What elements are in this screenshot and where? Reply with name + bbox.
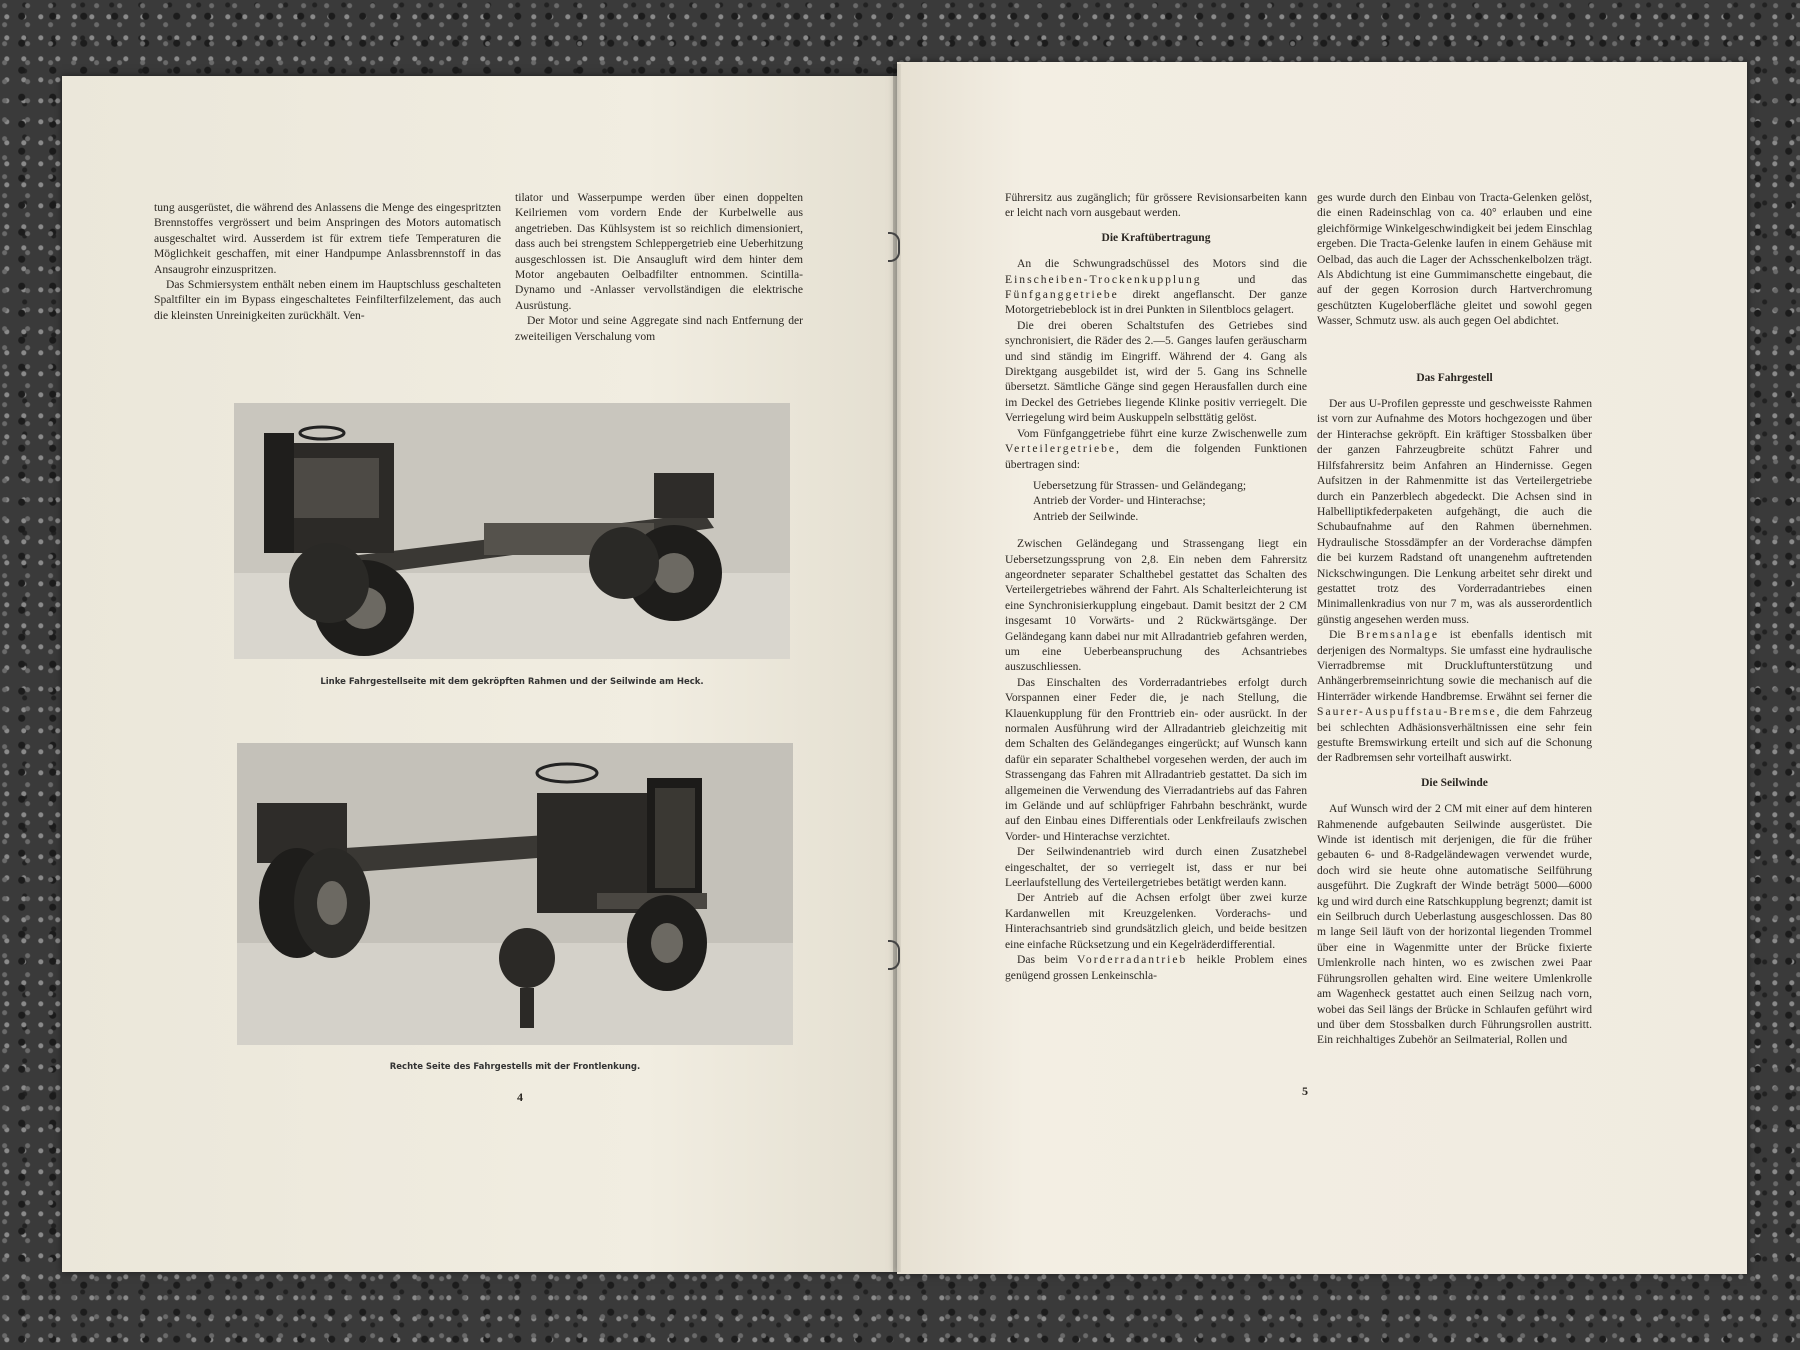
- text-run: Das beim: [1017, 953, 1078, 967]
- paragraph: Der Motor und seine Aggregate sind nach Entfernung der zweiteiligen Verschalung vom: [515, 314, 803, 343]
- list-item: Uebersetzung für Strassen- und Geländegang;: [1033, 478, 1247, 492]
- paragraph: [1005, 256, 1307, 318]
- left-page-column-2: [515, 190, 803, 344]
- text-run: direkt angeflanscht. Der ganze Motorgetriebeblock ist in drei Punkten in Silentblocs gelagert.: [1005, 288, 1307, 317]
- paragraph: tung ausgerüstet, die während des Anlassens die Menge des eingespritzten Brennstoffes vergrössert und beim Anspringen des Motors automatisch ausgeschaltet wird. Ausserdem ist für extrem tiefe Temperaturen die Möglichkeit geschaffen, mit einer Handpumpe Anlassbrennstoff in das Ansaugrohr einzuspritzen.: [154, 201, 501, 276]
- paragraph: Auf Wunsch wird der 2 CM mit einer auf dem hinteren Rahmenende aufgebauten Seilwinde ausgerüstet. Die Winde ist identisch mit derjenigen, die für die früher gebauten 6- und 8-Radgeländewagen verwendet wurde, doch wird sie heute ohne automatische Seilführung ausgeführt. Die Zugkraft der Winde beträgt 5000—6000 kg und wird durch eine Ratschkupplung begrenzt; damit ist ein Seilbruch durch Ueberlastung ausgeschlossen. Das 80 m lange Seil läuft von der horizontal liegenden Trommel über eine in Wagenmitte unter der Brücke fixierte Umlenkrolle nach hinten, wo es zwischen zwei Paar Führungsrollen gehalten wird. Eine weitere Umlenkrolle am Wagenheck gestattet auch einen Seilzug nach vorn, wobei das Seil längs der Brücke in Schlaufen geführt wird und über dem Stossbalken durch Führungsrollen austritt. Ein reichhaltiges Zubehör an Seilmaterial, Rollen und: [1317, 802, 1592, 1047]
- spaced-term: Einscheiben-Trockenkupplung: [1005, 272, 1202, 286]
- text-run: An die Schwungradschüssel des Motors sind die: [1017, 257, 1307, 271]
- spaced-term: Bremsanlage: [1356, 628, 1439, 642]
- function-list: [1005, 478, 1307, 524]
- text-run: Vom Fünfganggetriebe führt eine kurze Zwischenwelle zum: [1017, 426, 1307, 440]
- page-number-right: 5: [1302, 1084, 1308, 1098]
- text-run: ist ebenfalls identisch mit derjenigen des Normaltyps. Sie umfasst eine hydraulische Vierradbremse mit Druckluftunterstützung und Anhängerbremseinrichtung sowie die mechanisch auf die Hinterräder wirkende Handbremse. Erwähnt sei ferner die: [1317, 628, 1592, 703]
- staple-top: [888, 232, 900, 262]
- photo-caption-2: Rechte Seite des Fahrgestells mit der Frontlenkung.: [389, 1062, 641, 1072]
- chassis-right-side-illustration: [237, 743, 793, 1045]
- paragraph: Der Seilwindenantrieb wird durch einen Zusatzhebel eingeschaltet, der so verriegelt ist, dass er nur bei Leerlaufstellung des Verteilergetriebes betätigt werden kann.: [1005, 845, 1307, 890]
- paragraph: ges wurde durch den Einbau von Tracta-Gelenken gelöst, die einen Radeinschlag von ca. 40° erlauben und eine gleichförmige Winkelgeschwindigkeit bei jedem Einschlag ergeben. Die Tracta-Gelenke laufen in einem Gehäuse mit Oelbad, das auch die Lager der Achsschenkelbolzen trägt. Als Abdichtung ist eine Gummimanschette eingebaut, die auf der gegen Korrosion durch Hartverchromung geschützten Kugeloberfläche gleitet und sowohl gegen Wasser, Schmutz usw. als auch gegen Oel abdichtet.: [1317, 191, 1592, 328]
- spaced-term: Fünfganggetriebe: [1005, 288, 1119, 302]
- text-run: , die dem Fahrzeug bei schlechten Adhäsionsverhältnissen eine sehr fein gestufte Bremswirkung erteilt und sich auf die Schonung der Radbremsen sehr vorteilhaft auswirkt.: [1317, 705, 1592, 765]
- paragraph: Das Einschalten des Vorderradantriebes erfolgt durch Vorspannen einer Feder die, je nach Stellung, die Klauenkupplung für den Fronttrieb ein- oder ausrückt. In der normalen Ausführung wird der Allradantrieb gleichzeitig mit dem Schalten des Geländeganges eingerückt; auf Wunsch kann dafür ein separater Schalthebel vorgesehen werden, der auch im Strassengang das Fahren mit Allradantrieb gestattet. Da sich im allgemeinen die Verwendung des Vierradantriebs auf das Fahren im Gelände und auf schlüpfriger Fahrbahn beschränkt, wurde auf den Einbau eines Differentials oder Lenkfreilaufs zwischen Vorder- und Hinterachse verzichtet.: [1005, 675, 1307, 843]
- list-item: Antrieb der Seilwinde.: [1033, 509, 1139, 523]
- spaced-term: Vorderradantrieb: [1077, 953, 1188, 967]
- paragraph: [1317, 627, 1592, 766]
- section-heading-kraftuebertragung: Die Kraftübertragung: [1101, 231, 1211, 244]
- paragraph: Das Schmiersystem enthält neben einem im Hauptschluss geschalteten Spaltfilter ein im Bypass eingeschaltetes Feinfilterfilzelement, das auch die kleinsten Unreinigkeiten zurückhält. Ven-: [154, 278, 501, 322]
- paragraph: Führersitz aus zugänglich; für grössere Revisionsarbeiten kann er leicht nach vorn ausgebaut werden.: [1005, 191, 1307, 220]
- text-run: heikle Problem eines genügend grossen Lenkeinschla-: [1005, 953, 1307, 982]
- paragraph: Zwischen Geländegang und Strassengang liegt ein Uebersetzungssprung von 2,8. Ein neben dem Fahrersitz angeordneter separater Schalthebel gestattet das Schalten des Verteilergetriebes während der Fahrt. Als Schalterleichterung ist eine Synchronisierkupplung eingebaut. Damit besitzt der 2 CM insgesamt 10 Vorwärts- und 2 Rückwärtsgänge. Der Geländegang kann dabei nur mit Allradantrieb gefahren werden, um eine Ueberbeanspruchung des Achsantriebes auszuschliessen.: [1005, 537, 1307, 674]
- chassis-left-side-illustration: [234, 403, 790, 659]
- section-heading-seilwinde: Die Seilwinde: [1421, 776, 1488, 789]
- paragraph: tilator und Wasserpumpe werden über einen doppelten Keilriemen vom vordern Ende der Kurbelwelle aus angetrieben. Das Kühlsystem ist so reichlich dimensioniert, dass auch bei strengstem Schleppergetrieb eine Ueberhitzung ausgeschlossen ist. Die Ansaugluft wird dem hinter dem Motor angebauten Oelbadfilter entnommen. Scintilla-Dynamo und -Anlasser vervollständigen die elektrische Ausrüstung.: [515, 191, 803, 312]
- text-run: und das: [1201, 272, 1307, 286]
- paragraph: [1005, 426, 1307, 472]
- spaced-term: Saurer-Auspuffstau-Bremse: [1317, 705, 1497, 719]
- chassis-right-side-photo: [237, 743, 793, 1045]
- paragraph: Die drei oberen Schaltstufen des Getriebes sind synchronisiert, die Räder des 2.—5. Ganges laufen geräuscharm und sind ständig im Eingriff. Während der 4. Gang als Direktgang ausgebildet ist, wird der 5. Gang ins Schnelle übersetzt. Sämtliche Gänge sind gegen Herausfallen durch eine im Deckel des Getriebes liegende Klinke positiv verriegelt. Die Verriegelung wird beim Auskuppeln selbsttätig gelöst.: [1005, 318, 1307, 425]
- chassis-left-side-photo: [234, 403, 790, 659]
- text-run: , dem die folgenden Funktionen übertragen sind:: [1005, 442, 1307, 471]
- page-number-left: 4: [517, 1090, 523, 1104]
- paragraph: [1005, 952, 1307, 983]
- paragraph: Der aus U-Profilen gepresste und geschweisste Rahmen ist vorn zur Aufnahme des Motors hochgezogen und über der Hinterachse gekröpft. Ein kräftiger Stossbalken über der ganzen Fahrzeugbreite schützt Fahrer und Hilfsfahrersitz beim Anfahren an Hindernisse. Gegen Aufsitzen in der Rahmenmitte ist das Verteilergetriebe durch ein Panzerblech abgedeckt. Die Achsen sind in Halbelliptikfederpaketen aufgehängt, die auch die Schubaufnahme auf den Rahmen übernehmen. Hydraulische Stossdämpfer an der Vorderachse dämpfen die bei kurzem Radstand oft unangenehm auftretenden Nickschwingungen. Die Lenkung arbeitet sehr direkt und gestattet trotz des Vorderradantriebes einen Minimallenkradius von nur 7 m, was als ausserordentlich günstig angesehen werden muss.: [1317, 397, 1592, 626]
- text-run: Die: [1329, 628, 1357, 642]
- right-page-column-2: [1317, 190, 1592, 1048]
- spaced-term: Verteilergetriebe: [1005, 442, 1117, 456]
- list-item: Antrieb der Vorder- und Hinterachse;: [1033, 494, 1206, 508]
- section-heading-fahrgestell: Das Fahrgestell: [1416, 371, 1493, 384]
- spacer: [1317, 329, 1592, 361]
- right-page-column-1: [1005, 190, 1307, 983]
- staple-bottom: [888, 940, 900, 970]
- left-page-column-1: [154, 200, 501, 323]
- photo-caption-1: Linke Fahrgestellseite mit dem gekröpften Rahmen und der Seilwinde am Heck.: [320, 677, 704, 687]
- paragraph: Der Antrieb auf die Achsen erfolgt über zwei kurze Kardanwellen mit Kreuzgelenken. Vorderachs- und Hinterachsantrieb sind grundsätzlich gleich, und beide besitzen eine einfache Rücksetzung und ein Kegelräderdifferential.: [1005, 891, 1307, 951]
